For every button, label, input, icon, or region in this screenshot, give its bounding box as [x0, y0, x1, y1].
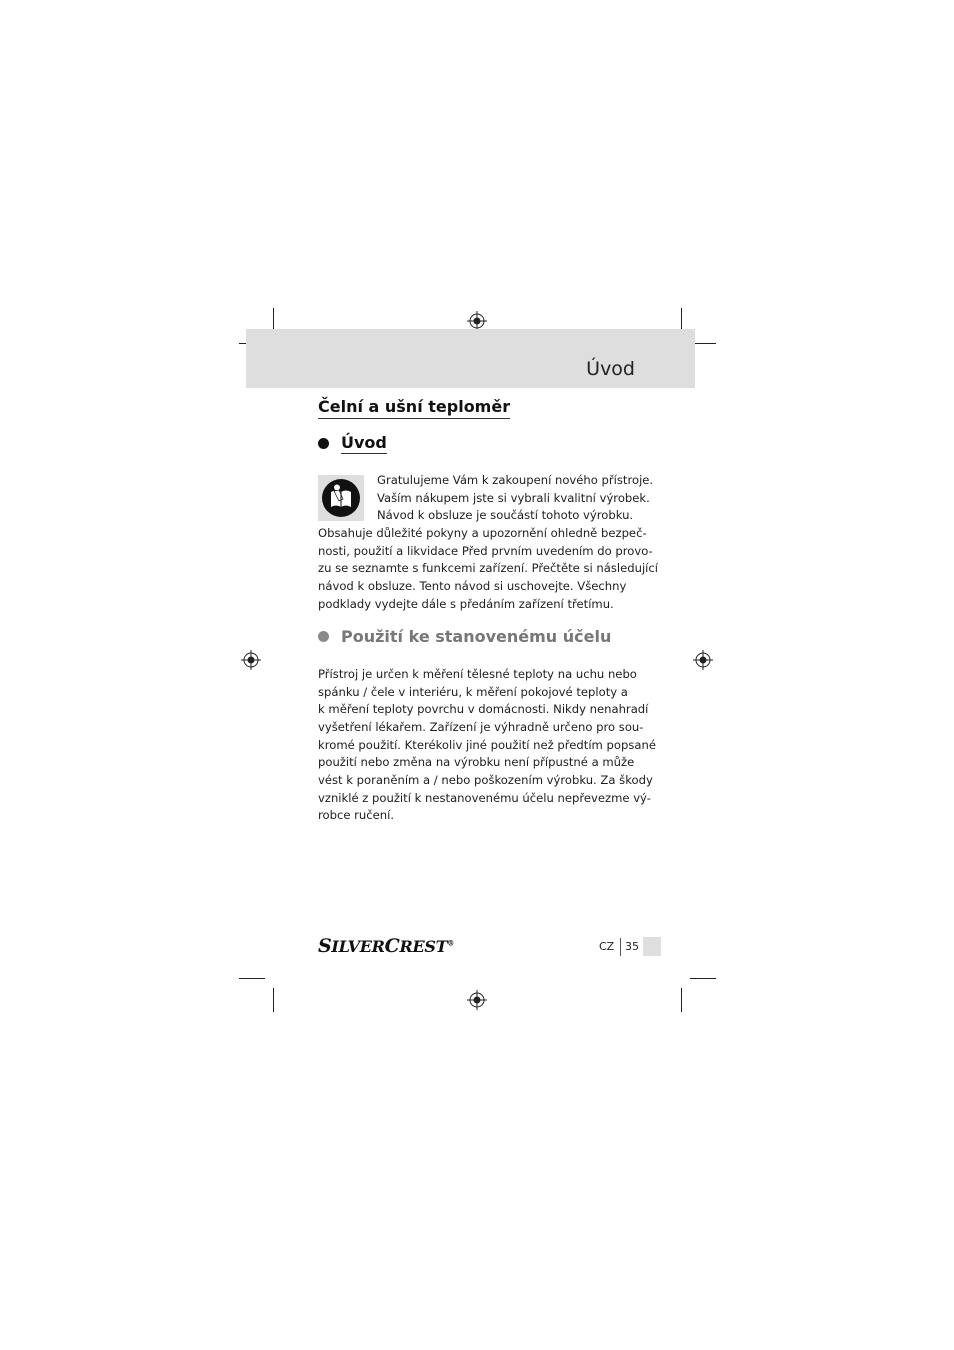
use-text-line: Přístroj je určen k měření tělesné teploty na uchu nebo: [318, 667, 637, 681]
footer-gray-box: [643, 937, 661, 956]
header-band: [246, 329, 695, 388]
intro-text-line: návod k obsluze. Tento návod si uschovejte. Všechny: [318, 579, 627, 593]
use-text-line: vést k poraněním a / nebo poškozením výrobku. Za škody: [318, 773, 653, 787]
intro-text-line: zu se seznamte s funkcemi zařízení. Přečtěte si následující: [318, 561, 658, 575]
section-heading-intro: [318, 433, 387, 454]
intro-text-beside-icon-line: Návod k obsluze je součástí tohoto výrobku.: [377, 508, 634, 522]
bullet-icon: [318, 438, 329, 449]
read-manual-icon: [318, 475, 364, 521]
use-text-line: kromé použití. Kterékoliv jiné použití než předtím popsané: [318, 738, 656, 752]
crop-mark: [681, 988, 682, 1012]
intro-text-line: Obsahuje důležité pokyny a upozornění ohledně bezpeč-: [318, 526, 647, 540]
registration-mark-icon: [467, 311, 487, 331]
registration-mark-icon: [241, 650, 261, 670]
section-heading-label: Úvod: [341, 433, 387, 454]
intro-text-beside-icon-line: Vaším nákupem jste si vybrali kvalitní výrobek.: [377, 491, 650, 505]
bullet-icon: [318, 631, 329, 642]
document-title: Čelní a ušní teploměr: [318, 397, 510, 419]
use-text-line: k měření teploty povrchu v domácnosti. Nikdy nenahradí: [318, 702, 649, 716]
footer-divider: [620, 938, 621, 956]
use-text-line: robce ručení.: [318, 808, 395, 822]
use-text-line: spánku / čele v interiéru, k měření pokojové teploty a: [318, 685, 628, 699]
section-heading-label: Použití ke stanovenému účelu: [341, 627, 612, 646]
brand-logo: SILVERCREST®: [318, 935, 454, 957]
intro-text-line: podklady vydejte dále s předáním zařízení třetímu.: [318, 597, 614, 611]
header-section-title: Úvod: [586, 358, 635, 380]
registration-mark-icon: [467, 990, 487, 1010]
crop-mark: [239, 978, 265, 979]
intro-text-line: nosti, použití a likvidace Před prvním uvedením do provo-: [318, 544, 653, 558]
footer-language-code: CZ: [599, 940, 615, 953]
crop-mark: [273, 988, 274, 1012]
intro-text-beside-icon-line: Gratulujeme Vám k zakoupení nového přístroje.: [377, 473, 654, 487]
footer-page-number: 35: [625, 940, 639, 953]
registration-mark-icon: [693, 650, 713, 670]
section-heading-intended-use: [318, 627, 611, 646]
use-text-line: použití nebo změna na výrobku není přípustné a může: [318, 755, 635, 769]
crop-mark: [690, 978, 716, 979]
use-text-line: vyšetření lékařem. Zařízení je výhradně určeno pro sou-: [318, 720, 644, 734]
use-text-line: vzniklé z použití k nestanovenému účelu nepřevezme vý-: [318, 791, 651, 805]
